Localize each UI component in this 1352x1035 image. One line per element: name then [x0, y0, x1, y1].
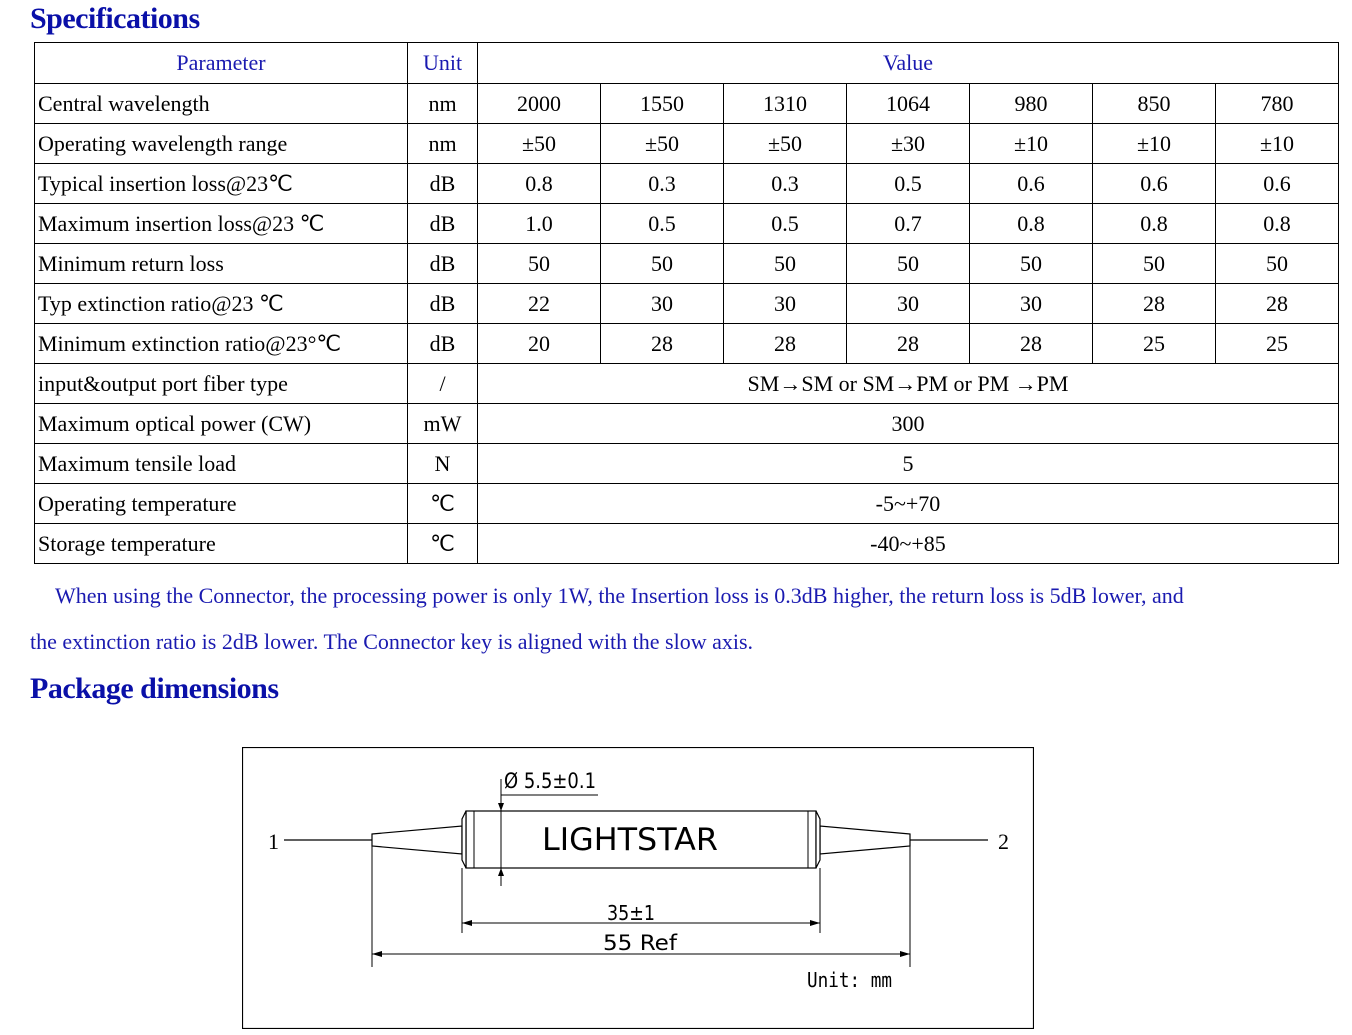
table-row [35, 444, 1339, 484]
table-row [35, 284, 1339, 324]
parameter-cell: Maximum optical power (CW) [35, 404, 408, 444]
value-cell: 0.8 [970, 204, 1093, 244]
value-cell: 980 [970, 84, 1093, 124]
value-cell: -5~+70 [478, 484, 1339, 524]
unit-cell: dB [408, 164, 478, 204]
value-cell: 30 [847, 284, 970, 324]
value-cell: 25 [1093, 324, 1216, 364]
value-cell: -40~+85 [478, 524, 1339, 564]
connector-note-line-1: When using the Connector, the processing power is only 1W, the Insertion loss is 0.3dB higher, the return loss is 5dB lower, and [55, 583, 1184, 608]
value-cell: 5 [478, 444, 1339, 484]
unit-cell: nm [408, 84, 478, 124]
value-cell: 28 [1093, 284, 1216, 324]
specifications-title: Specifications [30, 2, 200, 35]
value-cell: 300 [478, 404, 1339, 444]
value-cell: 0.5 [724, 204, 847, 244]
header-parameter: Parameter [35, 43, 408, 84]
parameter-cell: Maximum tensile load [35, 444, 408, 484]
value-cell: 50 [970, 244, 1093, 284]
value-cell: ±30 [847, 124, 970, 164]
diameter-label: Ø 5.5±0.1 [504, 769, 596, 793]
parameter-cell: Minimum extinction ratio@23°℃ [35, 324, 408, 364]
table-row [35, 524, 1339, 564]
total-length-label: 55 Ref [603, 931, 678, 955]
value-cell: 0.6 [970, 164, 1093, 204]
drawing-frame [243, 748, 1034, 1029]
value-cell: 0.8 [1093, 204, 1216, 244]
value-cell: 1550 [601, 84, 724, 124]
value-cell: 50 [478, 244, 601, 284]
header-unit: Unit [408, 43, 478, 84]
value-cell: 0.3 [724, 164, 847, 204]
value-cell: ±10 [1216, 124, 1339, 164]
unit-cell: nm [408, 124, 478, 164]
value-cell: 30 [970, 284, 1093, 324]
table-row [35, 484, 1339, 524]
value-cell: ±50 [478, 124, 601, 164]
header-value: Value [478, 43, 1339, 84]
unit-cell: N [408, 444, 478, 484]
value-cell: 30 [601, 284, 724, 324]
unit-cell: ℃ [408, 524, 478, 564]
value-cell: 50 [1216, 244, 1339, 284]
unit-cell: dB [408, 284, 478, 324]
value-cell: 30 [724, 284, 847, 324]
table-row [35, 204, 1339, 244]
value-cell: SM→SM or SM→PM or PM →PM [478, 364, 1339, 404]
brand-label: LIGHTSTAR [542, 822, 718, 858]
value-cell: ±10 [970, 124, 1093, 164]
value-cell: 50 [1093, 244, 1216, 284]
value-cell: 850 [1093, 84, 1216, 124]
parameter-cell: Minimum return loss [35, 244, 408, 284]
value-cell: 0.3 [601, 164, 724, 204]
parameter-cell: Typ extinction ratio@23 ℃ [35, 284, 408, 324]
table-row [35, 84, 1339, 124]
value-cell: 28 [724, 324, 847, 364]
value-cell: 28 [970, 324, 1093, 364]
value-cell: 780 [1216, 84, 1339, 124]
value-cell: ±50 [724, 124, 847, 164]
unit-cell: ℃ [408, 484, 478, 524]
parameter-cell: Operating temperature [35, 484, 408, 524]
unit-cell: dB [408, 324, 478, 364]
value-cell: 22 [478, 284, 601, 324]
table-row [35, 164, 1339, 204]
table-row [35, 324, 1339, 364]
parameter-cell: Storage temperature [35, 524, 408, 564]
value-cell: 0.7 [847, 204, 970, 244]
unit-cell: dB [408, 204, 478, 244]
value-cell: 0.5 [601, 204, 724, 244]
table-row [35, 364, 1339, 404]
value-cell: 28 [601, 324, 724, 364]
value-cell: 1.0 [478, 204, 601, 244]
package-dimension-drawing [242, 747, 1034, 1029]
value-cell: 25 [1216, 324, 1339, 364]
value-cell: 0.8 [1216, 204, 1339, 244]
port-2-label: 2 [998, 829, 1009, 854]
value-cell: ±50 [601, 124, 724, 164]
value-cell: 50 [601, 244, 724, 284]
value-cell: 1310 [724, 84, 847, 124]
unit-cell: mW [408, 404, 478, 444]
table-header-row [35, 43, 1339, 84]
unit-cell: / [408, 364, 478, 404]
parameter-cell: Central wavelength [35, 84, 408, 124]
table-row [35, 124, 1339, 164]
value-cell: 28 [847, 324, 970, 364]
value-cell: 0.5 [847, 164, 970, 204]
value-cell: 2000 [478, 84, 601, 124]
parameter-cell: Maximum insertion loss@23 ℃ [35, 204, 408, 244]
parameter-cell: input&output port fiber type [35, 364, 408, 404]
connector-note-line-2: the extinction ratio is 2dB lower. The Connector key is aligned with the slow axis. [30, 629, 754, 654]
unit-cell: dB [408, 244, 478, 284]
unit-note: Unit: mm [807, 968, 892, 992]
value-cell: 50 [724, 244, 847, 284]
value-cell: 50 [847, 244, 970, 284]
parameter-cell: Typical insertion loss@23℃ [35, 164, 408, 204]
specifications-table [34, 42, 1339, 564]
value-cell: 28 [1216, 284, 1339, 324]
value-cell: 0.6 [1216, 164, 1339, 204]
value-cell: 0.8 [478, 164, 601, 204]
parameter-cell: Operating wavelength range [35, 124, 408, 164]
value-cell: ±10 [1093, 124, 1216, 164]
port-1-label: 1 [268, 829, 279, 854]
body-length-label: 35±1 [607, 901, 655, 925]
value-cell: 0.6 [1093, 164, 1216, 204]
table-row [35, 404, 1339, 444]
table-row [35, 244, 1339, 284]
value-cell: 1064 [847, 84, 970, 124]
package-dimensions-title: Package dimensions [30, 672, 279, 705]
value-cell: 20 [478, 324, 601, 364]
